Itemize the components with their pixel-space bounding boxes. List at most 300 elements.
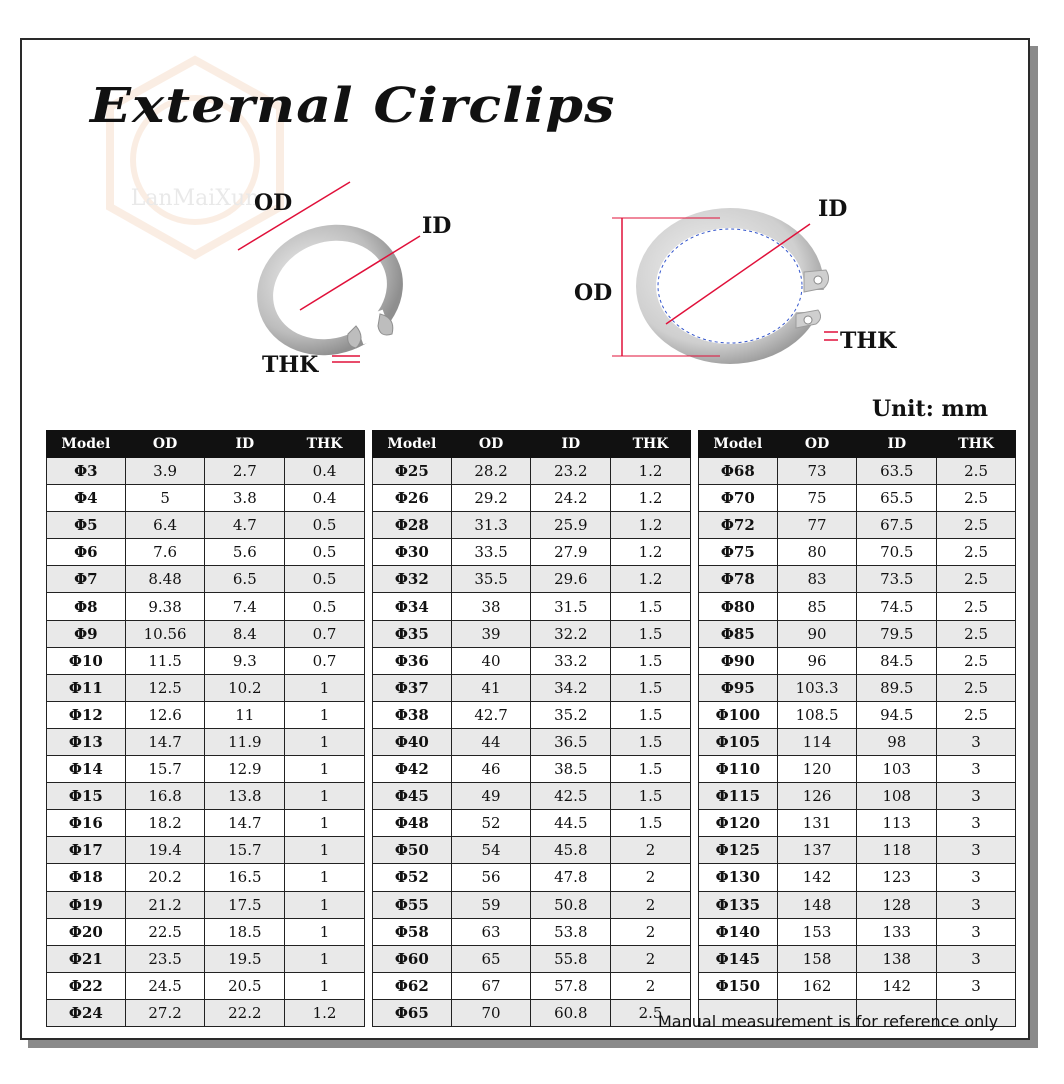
- spec-table: [46, 430, 1016, 1027]
- id-label-right: ID: [818, 196, 848, 222]
- cell-model: Φ80: [698, 593, 777, 620]
- cell-id: 33.2: [531, 647, 611, 674]
- page-title: External Circlips: [90, 78, 616, 134]
- cell-model: Φ85: [698, 620, 777, 647]
- cell-id: 44.5: [531, 810, 611, 837]
- column-gap: [364, 837, 372, 864]
- column-gap: [364, 972, 372, 999]
- cell-id: 4.7: [205, 512, 285, 539]
- cell-id: 67.5: [857, 512, 937, 539]
- cell-od: 19.4: [125, 837, 205, 864]
- cell-id: 63.5: [857, 458, 937, 485]
- column-gap: [364, 431, 372, 458]
- circlip-diagram-right: [570, 190, 910, 365]
- cell-thk: 1.5: [611, 756, 691, 783]
- cell-model: Φ14: [47, 756, 126, 783]
- cell-thk: 0.5: [285, 539, 365, 566]
- cell-od: 158: [777, 945, 857, 972]
- cell-id: 94.5: [857, 701, 937, 728]
- cell-model: Φ60: [372, 945, 451, 972]
- cell-thk: 2.5: [937, 566, 1016, 593]
- cell-model: Φ70: [698, 485, 777, 512]
- cell-model: Φ15: [47, 783, 126, 810]
- cell-thk: 0.5: [285, 512, 365, 539]
- cell-thk: 2: [611, 918, 691, 945]
- cell-od: 7.6: [125, 539, 205, 566]
- cell-model: Φ130: [698, 864, 777, 891]
- cell-thk: 3: [937, 810, 1016, 837]
- table-row: [47, 972, 1016, 999]
- cell-model: Φ75: [698, 539, 777, 566]
- id-dimension-line-left: [300, 236, 420, 310]
- cell-thk: 2.5: [937, 512, 1016, 539]
- thk-label-right: THK: [840, 328, 897, 354]
- cell-id: 45.8: [531, 837, 611, 864]
- column-gap: [364, 674, 372, 701]
- cell-id: 14.7: [205, 810, 285, 837]
- cell-thk: 2: [611, 837, 691, 864]
- cell-od: 137: [777, 837, 857, 864]
- cell-od: 42.7: [451, 701, 531, 728]
- column-gap: [690, 728, 698, 755]
- cell-od: 114: [777, 728, 857, 755]
- column-gap: [690, 539, 698, 566]
- cell-thk: 3: [937, 972, 1016, 999]
- cell-od: 38: [451, 593, 531, 620]
- column-gap: [690, 891, 698, 918]
- table-row: [47, 783, 1016, 810]
- cell-model: Φ90: [698, 647, 777, 674]
- column-gap: [364, 864, 372, 891]
- cell-model: Φ110: [698, 756, 777, 783]
- cell-id: 47.8: [531, 864, 611, 891]
- cell-thk: 2.5: [937, 701, 1016, 728]
- cell-model: Φ100: [698, 701, 777, 728]
- cell-od: 29.2: [451, 485, 531, 512]
- id-label-left: ID: [422, 213, 452, 239]
- column-gap: [690, 864, 698, 891]
- cell-thk: 2.5: [937, 458, 1016, 485]
- column-gap: [690, 620, 698, 647]
- table-row: [47, 566, 1016, 593]
- cell-model: Φ20: [47, 918, 126, 945]
- cell-thk: 1: [285, 783, 365, 810]
- column-gap: [364, 999, 372, 1026]
- cell-model: Φ10: [47, 647, 126, 674]
- cell-thk: 0.7: [285, 647, 365, 674]
- column-gap: [690, 458, 698, 485]
- cell-id: 20.5: [205, 972, 285, 999]
- cell-id: 6.5: [205, 566, 285, 593]
- cell-thk: 2.5: [937, 593, 1016, 620]
- cell-id: 3.8: [205, 485, 285, 512]
- column-gap: [690, 810, 698, 837]
- cell-model: Φ140: [698, 918, 777, 945]
- column-gap: [364, 945, 372, 972]
- cell-model: Φ16: [47, 810, 126, 837]
- cell-model: Φ26: [372, 485, 451, 512]
- cell-id: 55.8: [531, 945, 611, 972]
- cell-od: 3.9: [125, 458, 205, 485]
- cell-thk: 3: [937, 783, 1016, 810]
- cell-model: Φ12: [47, 701, 126, 728]
- cell-thk: 1.5: [611, 728, 691, 755]
- cell-id: 142: [857, 972, 937, 999]
- thk-label-left: THK: [262, 352, 319, 378]
- header-od: OD: [125, 431, 205, 458]
- cell-id: 57.8: [531, 972, 611, 999]
- cell-model: Φ6: [47, 539, 126, 566]
- cell-thk: 0.4: [285, 485, 365, 512]
- cell-thk: 0.4: [285, 458, 365, 485]
- cell-od: 10.56: [125, 620, 205, 647]
- cell-od: 75: [777, 485, 857, 512]
- column-gap: [364, 783, 372, 810]
- header-model: Model: [372, 431, 451, 458]
- cell-id: 89.5: [857, 674, 937, 701]
- cell-od: 5: [125, 485, 205, 512]
- header-thk: THK: [611, 431, 691, 458]
- table-row: [47, 891, 1016, 918]
- cell-od: 73: [777, 458, 857, 485]
- cell-id: 108: [857, 783, 937, 810]
- cell-model: Φ78: [698, 566, 777, 593]
- cell-od: 44: [451, 728, 531, 755]
- cell-thk: 3: [937, 891, 1016, 918]
- cell-thk: 0.5: [285, 566, 365, 593]
- cell-thk: 2: [611, 972, 691, 999]
- cell-model: Φ65: [372, 999, 451, 1026]
- cell-od: 21.2: [125, 891, 205, 918]
- cell-thk: 1: [285, 674, 365, 701]
- cell-id: 32.2: [531, 620, 611, 647]
- cell-id: 138: [857, 945, 937, 972]
- cell-thk: 3: [937, 945, 1016, 972]
- column-gap: [364, 918, 372, 945]
- column-gap: [364, 701, 372, 728]
- cell-od: 15.7: [125, 756, 205, 783]
- cell-od: 103.3: [777, 674, 857, 701]
- table-row: [47, 485, 1016, 512]
- header-od: OD: [777, 431, 857, 458]
- cell-id: 60.8: [531, 999, 611, 1026]
- cell-od: 12.5: [125, 674, 205, 701]
- cell-id: 50.8: [531, 891, 611, 918]
- cell-model: Φ11: [47, 674, 126, 701]
- column-gap: [690, 945, 698, 972]
- column-gap: [364, 756, 372, 783]
- table-row: [47, 701, 1016, 728]
- header-od: OD: [451, 431, 531, 458]
- circlip-ring-left: [249, 215, 411, 365]
- cell-od: 18.2: [125, 810, 205, 837]
- column-gap: [690, 593, 698, 620]
- cell-model: Φ55: [372, 891, 451, 918]
- cell-id: 22.2: [205, 999, 285, 1026]
- cell-model: Φ9: [47, 620, 126, 647]
- cell-od: 120: [777, 756, 857, 783]
- cell-od: 56: [451, 864, 531, 891]
- table-row: [47, 728, 1016, 755]
- cell-thk: 1: [285, 701, 365, 728]
- header-id: ID: [531, 431, 611, 458]
- cell-od: 85: [777, 593, 857, 620]
- cell-model: Φ30: [372, 539, 451, 566]
- cell-model: Φ25: [372, 458, 451, 485]
- cell-id: 5.6: [205, 539, 285, 566]
- cell-id: 27.9: [531, 539, 611, 566]
- cell-model: Φ48: [372, 810, 451, 837]
- table-header-row: [47, 431, 1016, 458]
- cell-thk: 3: [937, 728, 1016, 755]
- cell-id: 133: [857, 918, 937, 945]
- cell-od: 65: [451, 945, 531, 972]
- cell-model: Φ105: [698, 728, 777, 755]
- header-id: ID: [205, 431, 285, 458]
- cell-model: Φ8: [47, 593, 126, 620]
- cell-thk: 1: [285, 837, 365, 864]
- cell-id: 79.5: [857, 620, 937, 647]
- cell-id: 103: [857, 756, 937, 783]
- cell-id: 25.9: [531, 512, 611, 539]
- cell-thk: 1: [285, 918, 365, 945]
- column-gap: [364, 539, 372, 566]
- cell-id: 23.2: [531, 458, 611, 485]
- cell-thk: 1.2: [611, 512, 691, 539]
- cell-thk: 1: [285, 972, 365, 999]
- cell-model: Φ34: [372, 593, 451, 620]
- cell-model: Φ18: [47, 864, 126, 891]
- column-gap: [690, 512, 698, 539]
- cell-model: Φ35: [372, 620, 451, 647]
- cell-id: 36.5: [531, 728, 611, 755]
- table-row: [47, 810, 1016, 837]
- cell-model: Φ135: [698, 891, 777, 918]
- cell-id: 42.5: [531, 783, 611, 810]
- column-gap: [690, 485, 698, 512]
- cell-id: 17.5: [205, 891, 285, 918]
- table-row: [47, 593, 1016, 620]
- cell-od: 70: [451, 999, 531, 1026]
- cell-od: 23.5: [125, 945, 205, 972]
- cell-od: 131: [777, 810, 857, 837]
- cell-id: 74.5: [857, 593, 937, 620]
- column-gap: [690, 701, 698, 728]
- cell-thk: 1.2: [285, 999, 365, 1026]
- cell-thk: 1.5: [611, 593, 691, 620]
- cell-thk: 2.5: [937, 674, 1016, 701]
- column-gap: [690, 647, 698, 674]
- cell-thk: 1.5: [611, 701, 691, 728]
- cell-id: 29.6: [531, 566, 611, 593]
- cell-thk: 2: [611, 864, 691, 891]
- cell-thk: 1.5: [611, 810, 691, 837]
- cell-id: 98: [857, 728, 937, 755]
- cell-id: 11.9: [205, 728, 285, 755]
- cell-thk: 1: [285, 728, 365, 755]
- table-row: [47, 620, 1016, 647]
- table-row: [47, 647, 1016, 674]
- column-gap: [364, 566, 372, 593]
- cell-od: 153: [777, 918, 857, 945]
- cell-od: 20.2: [125, 864, 205, 891]
- table-row: [47, 458, 1016, 485]
- cell-model: Φ58: [372, 918, 451, 945]
- cell-od: 52: [451, 810, 531, 837]
- cell-thk: 3: [937, 837, 1016, 864]
- cell-id: 118: [857, 837, 937, 864]
- column-gap: [690, 783, 698, 810]
- cell-od: 35.5: [451, 566, 531, 593]
- cell-model: Φ145: [698, 945, 777, 972]
- cell-model: Φ32: [372, 566, 451, 593]
- cell-thk: 1.5: [611, 783, 691, 810]
- cell-thk: 1.5: [611, 647, 691, 674]
- cell-od: 9.38: [125, 593, 205, 620]
- cell-od: 31.3: [451, 512, 531, 539]
- cell-model: Φ50: [372, 837, 451, 864]
- cell-model: Φ68: [698, 458, 777, 485]
- cell-model: Φ150: [698, 972, 777, 999]
- cell-thk: 3: [937, 756, 1016, 783]
- table-row: [47, 756, 1016, 783]
- table-row: [47, 674, 1016, 701]
- cell-id: 128: [857, 891, 937, 918]
- od-label-left: OD: [254, 190, 293, 216]
- cell-id: 73.5: [857, 566, 937, 593]
- cell-id: 38.5: [531, 756, 611, 783]
- cell-od: 148: [777, 891, 857, 918]
- cell-thk: 1: [285, 891, 365, 918]
- cell-id: 24.2: [531, 485, 611, 512]
- cell-id: 11: [205, 701, 285, 728]
- cell-id: 53.8: [531, 918, 611, 945]
- cell-od: 59: [451, 891, 531, 918]
- column-gap: [364, 485, 372, 512]
- table-row: [47, 864, 1016, 891]
- cell-id: 10.2: [205, 674, 285, 701]
- cell-od: 28.2: [451, 458, 531, 485]
- column-gap: [364, 512, 372, 539]
- cell-thk: 1.2: [611, 539, 691, 566]
- cell-model: Φ17: [47, 837, 126, 864]
- cell-model: Φ21: [47, 945, 126, 972]
- table-row: [47, 512, 1016, 539]
- column-gap: [690, 566, 698, 593]
- cell-od: 96: [777, 647, 857, 674]
- cell-model: Φ62: [372, 972, 451, 999]
- od-label-right: OD: [574, 280, 613, 306]
- column-gap: [690, 837, 698, 864]
- cell-model: Φ5: [47, 512, 126, 539]
- table-row: [47, 918, 1016, 945]
- cell-od: 108.5: [777, 701, 857, 728]
- cell-id: 7.4: [205, 593, 285, 620]
- cell-od: 49: [451, 783, 531, 810]
- column-gap: [690, 756, 698, 783]
- column-gap: [690, 972, 698, 999]
- cell-od: 67: [451, 972, 531, 999]
- cell-od: 27.2: [125, 999, 205, 1026]
- cell-id: 12.9: [205, 756, 285, 783]
- cell-id: 2.7: [205, 458, 285, 485]
- cell-model: Φ125: [698, 837, 777, 864]
- cell-od: 8.48: [125, 566, 205, 593]
- watermark-text: LanMaiXun: [130, 186, 260, 211]
- cell-od: 33.5: [451, 539, 531, 566]
- cell-thk: 2.5: [611, 999, 691, 1026]
- cell-id: 34.2: [531, 674, 611, 701]
- cell-thk: 2: [611, 891, 691, 918]
- cell-id: 70.5: [857, 539, 937, 566]
- cell-thk: 2.5: [937, 539, 1016, 566]
- cell-thk: 1.5: [611, 674, 691, 701]
- column-gap: [364, 810, 372, 837]
- cell-id: 35.2: [531, 701, 611, 728]
- cell-model: Φ13: [47, 728, 126, 755]
- cell-thk: 1.2: [611, 458, 691, 485]
- table-row: [47, 945, 1016, 972]
- cell-od: 162: [777, 972, 857, 999]
- circlip-ring-right: [646, 218, 829, 354]
- cell-model: Φ40: [372, 728, 451, 755]
- column-gap: [690, 918, 698, 945]
- cell-thk: 1: [285, 756, 365, 783]
- table-row: [47, 539, 1016, 566]
- header-id: ID: [857, 431, 937, 458]
- cell-id: 8.4: [205, 620, 285, 647]
- cell-thk: 1: [285, 945, 365, 972]
- cell-model: Φ24: [47, 999, 126, 1026]
- column-gap: [364, 620, 372, 647]
- cell-thk: 0.5: [285, 593, 365, 620]
- cell-od: 90: [777, 620, 857, 647]
- cell-id: 123: [857, 864, 937, 891]
- cell-thk: 1.2: [611, 566, 691, 593]
- column-gap: [690, 674, 698, 701]
- cell-od: 11.5: [125, 647, 205, 674]
- cell-od: 24.5: [125, 972, 205, 999]
- cell-od: 12.6: [125, 701, 205, 728]
- cell-od: 22.5: [125, 918, 205, 945]
- cell-thk: 3: [937, 918, 1016, 945]
- cell-model: Φ36: [372, 647, 451, 674]
- cell-thk: 0.7: [285, 620, 365, 647]
- cell-thk: 2.5: [937, 485, 1016, 512]
- cell-od: 54: [451, 837, 531, 864]
- cell-model: Φ120: [698, 810, 777, 837]
- cell-model: Φ7: [47, 566, 126, 593]
- cell-model: Φ95: [698, 674, 777, 701]
- cell-model: Φ115: [698, 783, 777, 810]
- cell-thk: 1.5: [611, 620, 691, 647]
- cell-od: 80: [777, 539, 857, 566]
- id-dimension-line-right: [666, 224, 810, 324]
- cell-model: Φ42: [372, 756, 451, 783]
- cell-od: 46: [451, 756, 531, 783]
- cell-model: Φ38: [372, 701, 451, 728]
- cell-thk: 2.5: [937, 620, 1016, 647]
- cell-id: 113: [857, 810, 937, 837]
- cell-od: 40: [451, 647, 531, 674]
- circlip-diagram-left: [230, 178, 490, 378]
- column-gap: [364, 891, 372, 918]
- cell-od: 63: [451, 918, 531, 945]
- cell-model: Φ72: [698, 512, 777, 539]
- column-gap: [364, 728, 372, 755]
- cell-model: Φ45: [372, 783, 451, 810]
- cell-model: Φ37: [372, 674, 451, 701]
